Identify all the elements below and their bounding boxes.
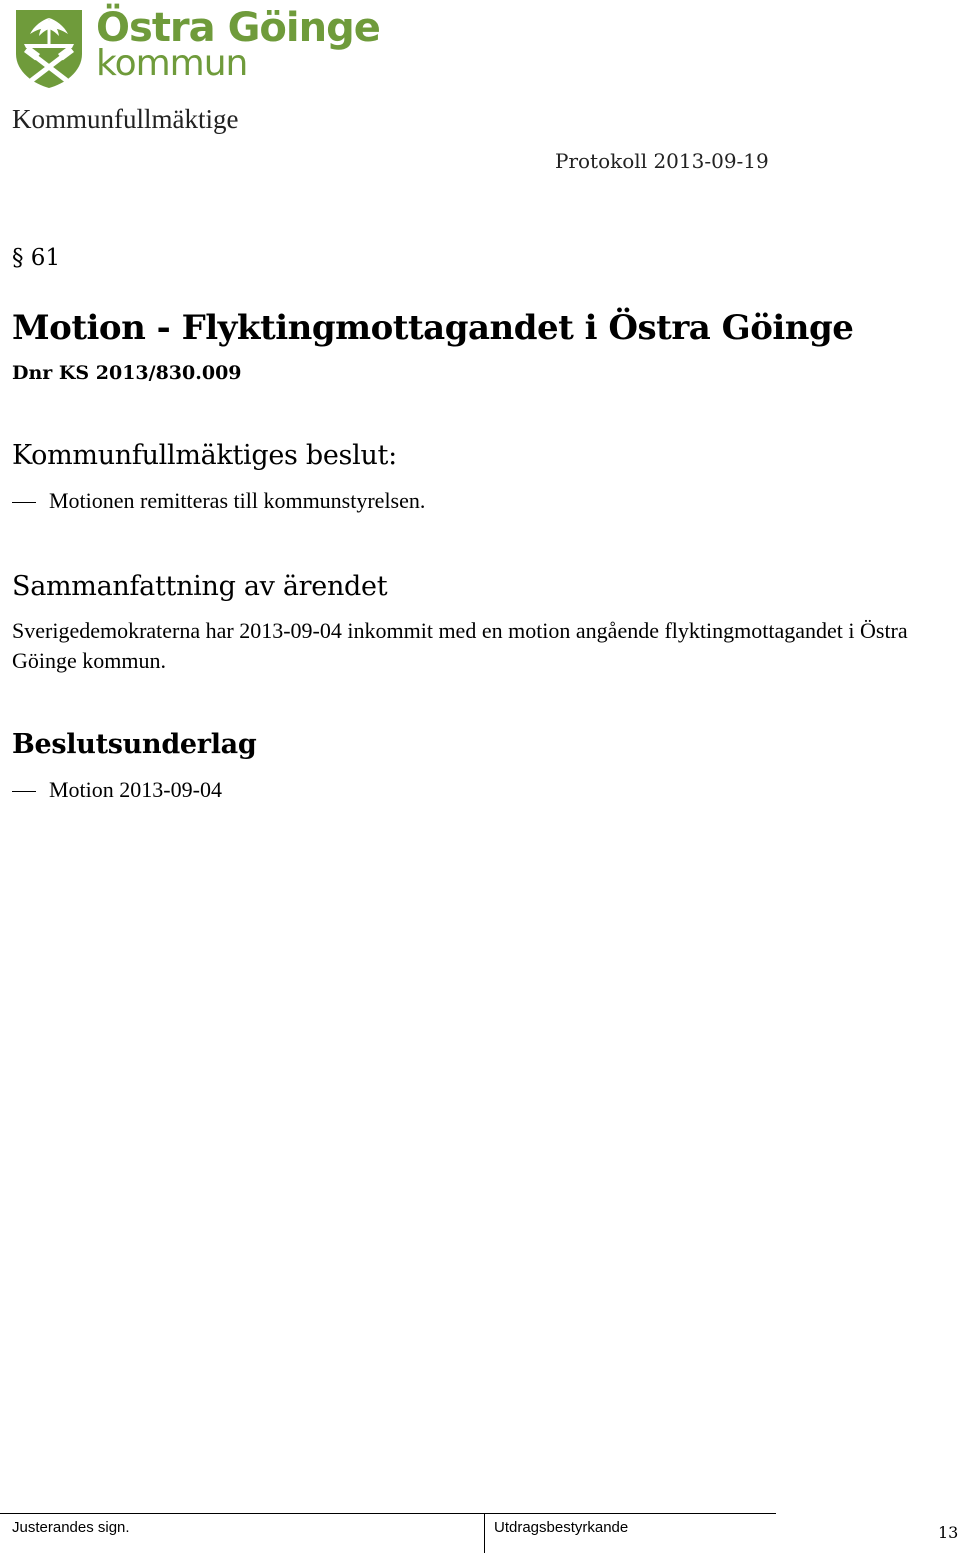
coat-of-arms-icon [12,6,86,90]
dash-bullet-icon [12,502,36,503]
decision-text: Motionen remitteras till kommunstyrelsen. [49,488,426,513]
footer-divider [0,1513,776,1514]
dash-bullet-icon [12,791,36,792]
footer-separator [484,1513,485,1553]
basis-list-item [12,776,222,804]
page-title: Motion - Flyktingmottagandet i Östra Göinge [12,308,854,348]
signature-field-label: Justerandes sign. [12,1519,130,1536]
summary-text: Sverigedemokraterna har 2013-09-04 inkommit med en motion angående flyktingmottagandet i Östra Göinge kommun. [12,618,908,673]
summary-heading: Sammanfattning av ärendet [12,571,388,602]
page-number: 13 [938,1523,959,1542]
logo-wordmark-line2: kommun [96,43,248,84]
protocol-date: Protokoll 2013-09-19 [555,149,769,173]
logo-wordmark-line1: Östra Göinge [96,5,380,51]
reference-number: Dnr KS 2013/830.009 [12,362,242,384]
decision-heading: Kommunfullmäktiges beslut: [12,440,397,471]
decision-list-item [12,487,425,515]
extract-certification-label: Utdragsbestyrkande [494,1519,629,1536]
basis-text: Motion 2013-09-04 [49,777,222,802]
section-number: § 61 [12,245,61,271]
basis-heading: Beslutsunderlag [12,729,257,760]
organ-name: Kommunfullmäktige [12,104,239,134]
